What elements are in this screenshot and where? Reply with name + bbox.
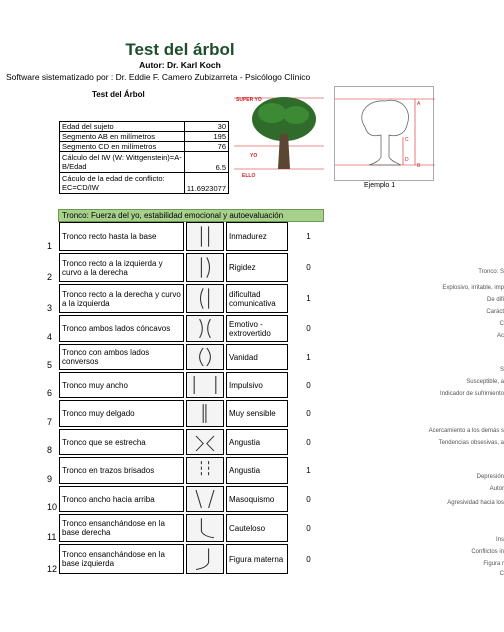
table-row	[47, 344, 325, 370]
calc-row-iw	[60, 152, 229, 173]
table-row	[47, 400, 325, 427]
trunk-sketch-icon	[186, 486, 224, 512]
row-score: 0	[306, 263, 311, 272]
row-trait: Cauteloso	[226, 514, 288, 542]
row-description: Tronco muy ancho	[59, 372, 184, 398]
table-row	[47, 315, 325, 342]
calc-label: Segmento AB en milímetros	[60, 132, 185, 142]
side-note: C	[499, 571, 504, 577]
row-score: 0	[306, 523, 311, 533]
trunk-sketch-icon	[186, 315, 224, 342]
row-description: Tronco recto a la derecha y curvo a la izquierda	[59, 284, 184, 313]
side-notes	[330, 220, 504, 632]
row-score: 1	[306, 352, 311, 362]
tree-label-super: SUPER YO	[236, 97, 262, 103]
table-row	[47, 457, 325, 484]
calc-row-cd	[60, 142, 229, 152]
calc-row-conflict	[60, 173, 229, 194]
calc-label: Segmento CD en milímetros	[60, 142, 185, 152]
row-score: 0	[306, 437, 311, 447]
side-note: Conflictos in	[471, 549, 504, 555]
tree-illustration	[234, 89, 324, 179]
row-score: 0	[306, 494, 311, 504]
tree-label-yo: YO	[250, 153, 258, 159]
trunk-sketch-icon	[186, 344, 224, 370]
row-number: 3	[47, 303, 53, 313]
calc-row-age	[60, 122, 229, 132]
trunk-sketch-icon	[186, 457, 224, 484]
table-row	[47, 222, 325, 251]
row-score: 0	[306, 324, 311, 333]
side-note: Ac	[496, 333, 504, 339]
row-number: 12	[47, 564, 58, 574]
trunk-sketch-icon	[186, 284, 224, 313]
calc-value: 76	[184, 142, 228, 152]
side-note: Indicador de sufrimiento	[439, 391, 504, 397]
row-trait: Muy sensible	[226, 400, 288, 427]
calc-label: Cáculo de la edad de conflicto: EC=CD/IW	[60, 173, 185, 194]
row-description: Tronco con ambos lados conversos	[59, 344, 184, 370]
row-trait: Inmadurez	[226, 222, 288, 251]
side-note: Ins	[495, 537, 504, 543]
row-trait: Figura materna	[226, 544, 288, 574]
trunk-sketch-icon	[186, 372, 224, 398]
side-note: Caráct	[486, 309, 504, 315]
table-row	[47, 372, 325, 398]
row-number: 8	[47, 445, 53, 455]
side-note: Depresión	[476, 474, 504, 480]
row-number: 4	[47, 332, 53, 342]
calc-label: Edad del sujeto	[60, 122, 185, 132]
example-drawing	[334, 86, 434, 181]
row-number: 10	[47, 502, 58, 512]
tree-outline-icon	[335, 87, 435, 182]
row-description: Tronco ambos lados cóncavos	[59, 315, 184, 342]
row-description: Tronco ensanchándose en la base derecha	[59, 514, 184, 542]
point-c: C	[405, 137, 409, 143]
row-number: 1	[47, 241, 53, 251]
document-title: Test del árbol	[125, 40, 235, 59]
table-row	[47, 284, 325, 313]
row-description: Tronco que se estrecha	[59, 429, 184, 455]
trunk-sketch-icon	[186, 429, 224, 455]
row-number: 11	[47, 532, 57, 542]
trunk-sketch-icon	[186, 544, 224, 574]
row-number: 7	[47, 417, 53, 427]
calc-subtitle: Test del Árbol	[92, 90, 145, 99]
side-note: Tronco: S	[478, 269, 504, 275]
point-b: B	[417, 163, 421, 169]
row-score: 1	[306, 294, 311, 303]
section-header: Tronco: Fuerza del yo, estabilidad emocional y autoevaluación	[58, 209, 324, 222]
side-note: Autor	[489, 486, 504, 492]
calc-value: 6.5	[184, 152, 228, 173]
row-description: Tronco muy delgado	[59, 400, 184, 427]
calc-row-ab	[60, 132, 229, 142]
row-score: 0	[306, 380, 311, 390]
side-note: Tendencias obsesivas, a	[438, 440, 504, 446]
row-score: 1	[306, 232, 311, 241]
point-a: A	[417, 101, 421, 107]
table-row	[47, 514, 325, 542]
row-score: 0	[306, 554, 311, 564]
row-trait: Masoquismo	[226, 486, 288, 512]
row-trait: Impulsivo	[226, 372, 288, 398]
row-description: Tronco en trazos brisados	[59, 457, 184, 484]
row-score: 0	[306, 409, 311, 418]
row-number: 2	[47, 272, 53, 282]
side-note: De difi	[486, 297, 504, 303]
side-note: S	[499, 367, 504, 373]
row-number: 9	[47, 474, 53, 484]
row-score: 1	[306, 466, 311, 475]
row-number: 6	[47, 388, 53, 398]
table-row	[47, 429, 325, 455]
calculation-table	[59, 121, 229, 194]
row-description: Tronco recto a la izquierda y curvo a la derecha	[59, 253, 184, 282]
row-description: Tronco ensanchándose en la base izquierda	[59, 544, 184, 574]
side-note: Explosivo, irritable, imp	[442, 285, 504, 291]
row-description: Tronco recto hasta la base	[59, 222, 184, 251]
row-trait: Emotivo - extrovertido	[226, 315, 288, 342]
trunk-sketch-icon	[186, 222, 224, 251]
trunk-sketch-icon	[186, 514, 224, 542]
side-note: Figura r	[483, 561, 504, 567]
example-label: Ejemplo 1	[364, 182, 396, 189]
row-trait: dificultad comunicativa	[226, 284, 288, 313]
row-trait: Vanidad	[226, 344, 288, 370]
side-note: Acercamiento a los demás s	[428, 428, 504, 434]
point-d: D	[405, 157, 409, 163]
calc-value: 195	[184, 132, 228, 142]
tree-label-ello: ELLO	[242, 173, 256, 179]
calc-label: Cálculo del IW (W: Wittgenstein)=A-B/Edad	[60, 152, 185, 173]
row-trait: Angustia	[226, 429, 288, 455]
author-line: Autor: Dr. Karl Koch	[139, 60, 221, 70]
row-number: 5	[47, 360, 53, 370]
row-trait: Rigidez	[226, 253, 288, 282]
calc-value: 30	[184, 122, 228, 132]
table-row	[47, 486, 325, 512]
side-note: C	[499, 321, 504, 327]
calc-value: 11.6923077	[184, 173, 228, 194]
side-note: Susceptible, a	[466, 379, 504, 385]
row-description: Tronco ancho hacia arriba	[59, 486, 184, 512]
table-row	[47, 253, 325, 282]
row-trait: Angustia	[226, 457, 288, 484]
trunk-sketch-icon	[186, 253, 224, 282]
table-row	[47, 544, 325, 574]
trunk-sketch-icon	[186, 400, 224, 427]
software-credit: Software sistematizado por : Dr. Eddie F. Camero Zubizarreta - Psicólogo Clínico	[6, 72, 311, 82]
side-note: Agresividad hacia los	[447, 500, 504, 506]
